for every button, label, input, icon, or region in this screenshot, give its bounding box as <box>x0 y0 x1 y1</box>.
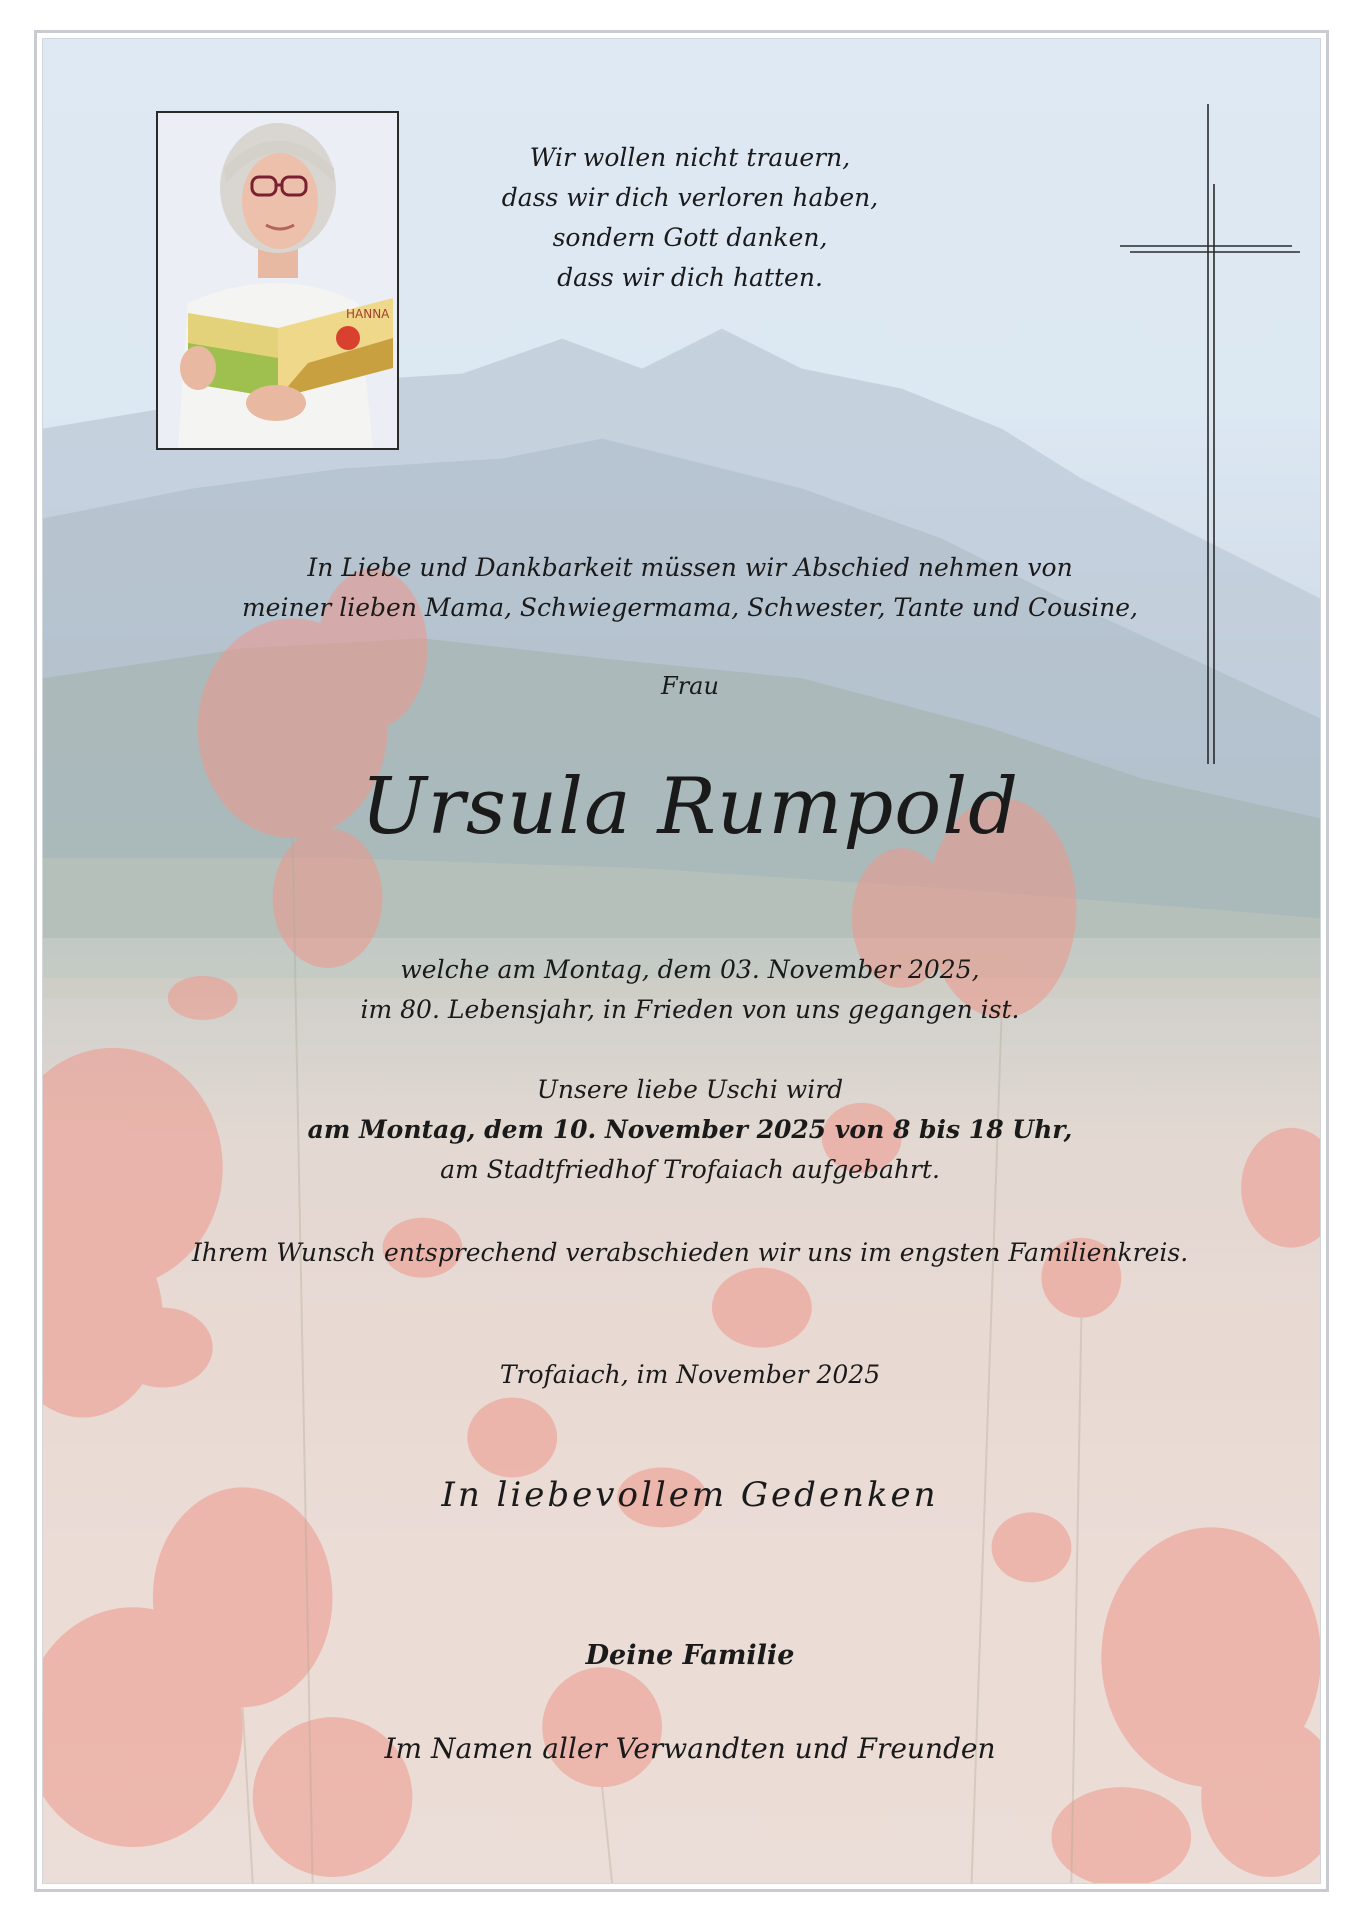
family-signature: Deine Familie <box>585 1640 795 1671</box>
verse-line: dass wir dich verloren haben, <box>501 183 879 212</box>
portrait-photo <box>156 111 399 450</box>
opening-verse <box>420 138 960 298</box>
cross-symbol <box>1120 104 1300 764</box>
intro-line: meiner lieben Mama, Schwiegermama, Schwester, Tante und Cousine, <box>241 593 1139 622</box>
farewell-wish: Ihrem Wunsch entsprechend verabschieden wir uns im engsten Familienkreis. <box>191 1238 1189 1267</box>
viewing-location: am Stadtfriedhof Trofaiach aufgebahrt. <box>440 1155 940 1184</box>
book-title: HANNA <box>346 307 390 321</box>
verse-line: sondern Gott danken, <box>552 223 828 252</box>
memorial-phrase: In liebevollem Gedenken <box>441 1475 939 1515</box>
salutation: Frau <box>661 672 719 700</box>
death-notice-line: welche am Montag, dem 03. November 2025, <box>400 955 980 984</box>
intro-line: In Liebe und Dankbarkeit müssen wir Abschied nehmen von <box>307 553 1073 582</box>
intro-text <box>160 548 1220 628</box>
viewing-date-time: am Montag, dem 10. November 2025 von 8 bis 18 Uhr, <box>307 1115 1073 1144</box>
death-notice <box>160 950 1220 1030</box>
verse-line: dass wir dich hatten. <box>557 263 823 292</box>
death-notice-line: im 80. Lebensjahr, in Frieden von uns gegangen ist. <box>360 995 1020 1024</box>
viewing-notice <box>120 1070 1260 1190</box>
deceased-name: Ursula Rumpold <box>360 762 1020 852</box>
viewing-line: Unsere liebe Uschi wird <box>536 1075 844 1104</box>
place-and-date: Trofaiach, im November 2025 <box>499 1360 881 1389</box>
relatives-line: Im Namen aller Verwandten und Freunden <box>384 1732 996 1765</box>
verse-line: Wir wollen nicht trauern, <box>529 143 851 172</box>
